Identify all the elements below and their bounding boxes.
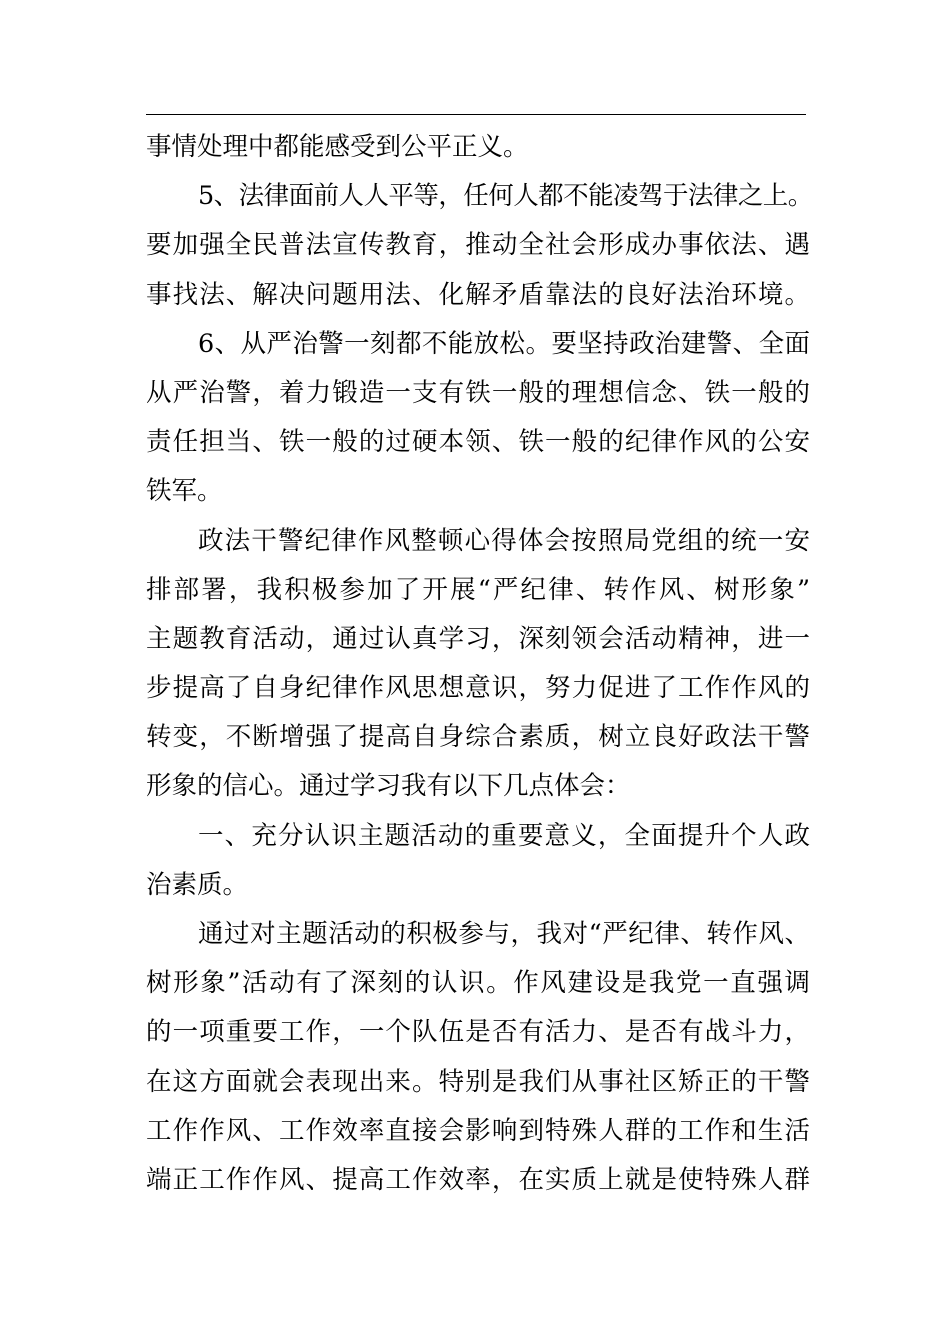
text-line: 的一项重要工作，一个队伍是否有活力、是否有战斗力， (146, 1017, 810, 1048)
text-line: 排部署，我积极参加了开展“严纪律、转作风、树形象” (146, 574, 810, 605)
text-line: 主题教育活动，通过认真学习，深刻领会活动精神，进一 (146, 623, 810, 654)
text-line: 在这方面就会表现出来。特别是我们从事社区矫正的干警 (146, 1066, 810, 1097)
text-line: 通过对主题活动的积极参与，我对“严纪律、转作风、 (198, 919, 810, 949)
text-line: 政法干警纪律作风整顿心得体会按照局党组的统一安 (198, 525, 810, 556)
text-line: 工作作风、工作效率直接会影响到特殊人群的工作和生活 (146, 1115, 810, 1146)
text-line: 治素质。 (146, 869, 249, 900)
text-line: 树形象”活动有了深刻的认识。作风建设是我党一直强调 (146, 968, 810, 999)
header-rule (146, 114, 806, 115)
text-line: 5、法律面前人人平等，任何人都不能凌驾于法律之上。 (198, 181, 813, 212)
text-line: 铁军。 (146, 476, 223, 507)
text-line: 转变，不断增强了提高自身综合素质，树立良好政法干警 (146, 722, 810, 753)
text-line: 端正工作作风、提高工作效率，在实质上就是使特殊人群 (146, 1164, 810, 1195)
text-line: 事找法、解决问题用法、化解矛盾靠法的良好法治环境。 (146, 279, 810, 310)
text-line: 形象的信心。通过学习我有以下几点体会： (146, 771, 631, 802)
text-line: 步提高了自身纪律作风思想意识，努力促进了工作作风的 (146, 673, 810, 704)
text-line: 事情处理中都能感受到公平正义。 (146, 132, 529, 162)
text-line: 从严治警，着力锻造一支有铁一般的理想信念、铁一般的 (146, 377, 810, 408)
text-line: 6、从严治警一刻都不能放松。要坚持政治建警、全面 (198, 328, 810, 359)
text-line: 责任担当、铁一般的过硬本领、铁一般的纪律作风的公安 (146, 427, 810, 458)
text-line: 要加强全民普法宣传教育，推动全社会形成办事依法、遇 (146, 230, 810, 261)
text-line: 一、充分认识主题活动的重要意义，全面提升个人政 (198, 820, 810, 851)
body-text (146, 123, 813, 1205)
